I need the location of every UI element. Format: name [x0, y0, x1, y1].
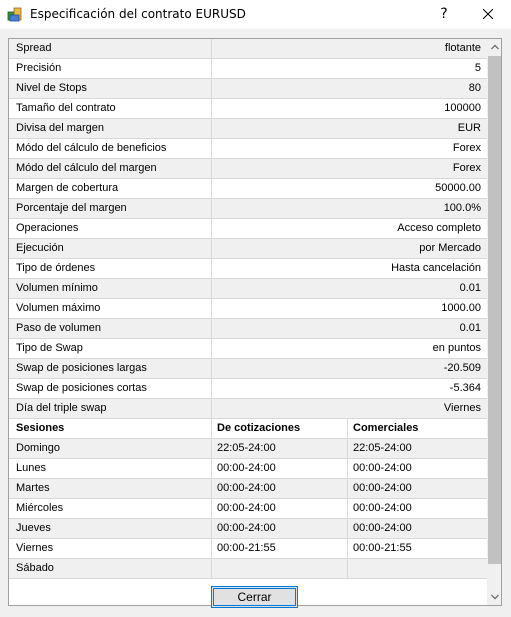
spec-row[interactable] [9, 239, 487, 259]
spec-value: Viernes [443, 402, 481, 414]
close-icon [483, 9, 493, 19]
spec-value: 100.0% [443, 202, 481, 214]
scrollbar-thumb[interactable] [488, 56, 502, 564]
spec-name: Margen de cobertura [9, 179, 212, 198]
session-quotes-hours [212, 559, 348, 578]
spec-name: Spread [9, 39, 212, 58]
scroll-down-arrow-icon[interactable] [487, 589, 502, 605]
spec-row[interactable] [9, 119, 487, 139]
dialog-body [0, 29, 511, 617]
session-trades-hours: 00:00-24:00 [353, 502, 412, 514]
spec-value: Hasta cancelación [391, 262, 481, 274]
spec-value: Forex [452, 162, 481, 174]
spec-row[interactable] [9, 379, 487, 399]
spec-name: Swap de posiciones cortas [9, 379, 212, 398]
spec-name: Tipo de Swap [9, 339, 212, 358]
spec-name: Paso de volumen [9, 319, 212, 338]
session-row[interactable] [9, 479, 487, 499]
spec-value: por Mercado [419, 242, 481, 254]
spec-name: Divisa del margen [9, 119, 212, 138]
session-day: Lunes [9, 459, 212, 478]
sessions-header-row [9, 419, 487, 439]
sessions-column-header: Sesiones [9, 419, 212, 438]
spec-name: Tipo de órdenes [9, 259, 212, 278]
scroll-up-arrow-icon[interactable] [487, 39, 502, 55]
session-quotes-hours: 22:05-24:00 [212, 439, 348, 458]
spec-row[interactable] [9, 39, 487, 59]
session-trades-hours: 00:00-21:55 [353, 542, 412, 554]
session-trades-hours: 00:00-24:00 [353, 462, 412, 474]
session-trades-hours [348, 559, 487, 578]
spec-value: en puntos [432, 342, 481, 354]
window-title: Especificación del contrato EURUSD [30, 7, 246, 21]
spec-row[interactable] [9, 159, 487, 179]
vertical-scrollbar[interactable] [487, 39, 502, 605]
session-row[interactable] [9, 499, 487, 519]
spec-value: 50000.00 [435, 182, 481, 194]
trades-column-header: Comerciales [353, 422, 419, 434]
session-row[interactable] [9, 539, 487, 559]
spec-value: Acceso completo [397, 222, 481, 234]
spec-row[interactable] [9, 179, 487, 199]
session-row[interactable] [9, 559, 487, 579]
spec-value: 1000.00 [441, 302, 481, 314]
specification-table[interactable] [8, 38, 502, 606]
session-row[interactable] [9, 439, 487, 459]
spec-name: Precisión [9, 59, 212, 78]
spec-name: Volumen mínimo [9, 279, 212, 298]
session-quotes-hours: 00:00-24:00 [212, 519, 348, 538]
help-button[interactable]: ? [440, 6, 448, 22]
spec-row[interactable] [9, 79, 487, 99]
session-quotes-hours: 00:00-24:00 [212, 459, 348, 478]
session-quotes-hours: 00:00-21:55 [212, 539, 348, 558]
spec-row[interactable] [9, 199, 487, 219]
quotes-column-header: De cotizaciones [212, 419, 348, 438]
spec-name: Operaciones [9, 219, 212, 238]
spec-value: 0.01 [459, 282, 481, 294]
spec-row[interactable] [9, 339, 487, 359]
spec-value: 100000 [444, 102, 481, 114]
spec-value: -20.509 [443, 362, 481, 374]
spec-value: flotante [444, 42, 481, 54]
title-bar [0, 0, 511, 29]
session-day: Martes [9, 479, 212, 498]
session-trades-hours: 00:00-24:00 [353, 522, 412, 534]
session-trades-hours: 00:00-24:00 [353, 482, 412, 494]
close-button[interactable]: Cerrar [211, 586, 298, 608]
session-day: Jueves [9, 519, 212, 538]
spec-name: Swap de posiciones largas [9, 359, 212, 378]
spec-name: Módo del cálculo del margen [9, 159, 212, 178]
spec-row[interactable] [9, 99, 487, 119]
spec-value: EUR [457, 122, 481, 134]
spec-row[interactable] [9, 219, 487, 239]
spec-value: 0.01 [459, 322, 481, 334]
spec-name: Día del triple swap [9, 399, 212, 418]
spec-name: Tamaño del contrato [9, 99, 212, 118]
session-row[interactable] [9, 459, 487, 479]
specification-rows [9, 39, 487, 579]
session-trades-hours: 22:05-24:00 [353, 442, 412, 454]
spec-row[interactable] [9, 259, 487, 279]
session-day: Sábado [9, 559, 212, 578]
close-window-button[interactable] [466, 0, 510, 29]
spec-name: Nivel de Stops [9, 79, 212, 98]
spec-row[interactable] [9, 319, 487, 339]
spec-row[interactable] [9, 59, 487, 79]
session-day: Domingo [9, 439, 212, 458]
spec-value: 80 [468, 82, 481, 94]
spec-value: -5.364 [449, 382, 481, 394]
spec-name: Porcentaje del margen [9, 199, 212, 218]
session-quotes-hours: 00:00-24:00 [212, 479, 348, 498]
spec-name: Ejecución [9, 239, 212, 258]
app-icon [7, 6, 23, 22]
spec-row[interactable] [9, 279, 487, 299]
spec-row[interactable] [9, 359, 487, 379]
session-row[interactable] [9, 519, 487, 539]
spec-name: Volumen máximo [9, 299, 212, 318]
spec-row[interactable] [9, 299, 487, 319]
session-day: Viernes [9, 539, 212, 558]
spec-name: Módo del cálculo de beneficios [9, 139, 212, 158]
spec-row[interactable] [9, 139, 487, 159]
spec-row[interactable] [9, 399, 487, 419]
spec-value: Forex [452, 142, 481, 154]
session-quotes-hours: 00:00-24:00 [212, 499, 348, 518]
spec-value: 5 [474, 62, 481, 74]
session-day: Miércoles [9, 499, 212, 518]
